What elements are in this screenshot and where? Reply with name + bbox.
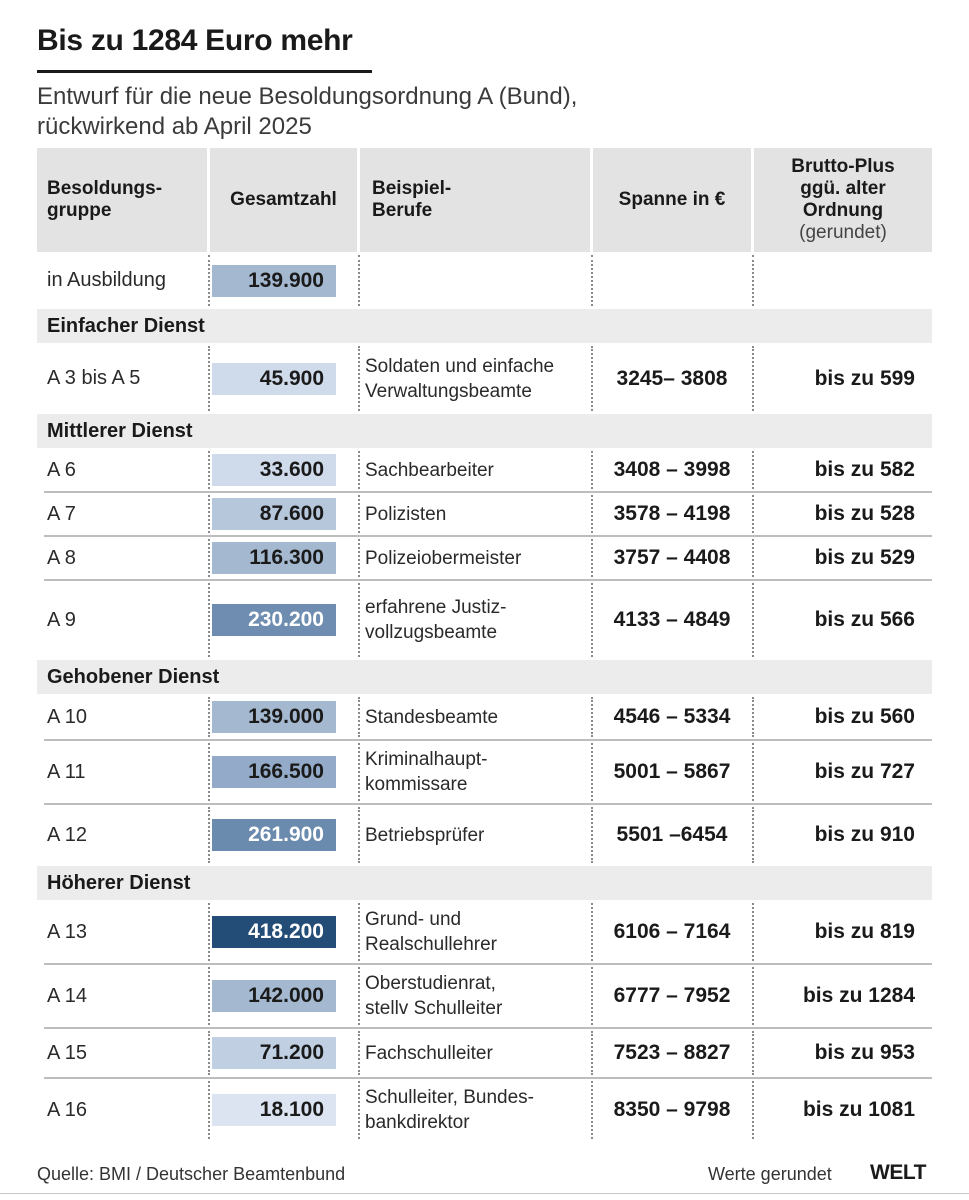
section-label: Mittlerer Dienst <box>47 419 193 442</box>
row-total-bar: 116.300 <box>212 542 336 574</box>
row-total-bar: 71.200 <box>212 1037 336 1069</box>
job-line-1: Fachschulleiter <box>365 1042 493 1064</box>
table-row <box>37 964 932 1028</box>
column-divider <box>208 346 210 411</box>
column-divider <box>591 1031 593 1075</box>
column-divider <box>208 1081 210 1139</box>
row-total-bar: 18.100 <box>212 1094 336 1126</box>
column-divider <box>752 743 754 801</box>
header-plus-line3: Ordnung <box>802 200 884 221</box>
table-row <box>37 1078 932 1142</box>
column-divider <box>591 903 593 961</box>
row-grade: A 16 <box>47 1098 88 1121</box>
job-text <box>365 546 521 571</box>
row-gross-plus: bis zu 566 <box>814 608 915 631</box>
row-gross-plus: bis zu 560 <box>814 705 915 728</box>
row-total-bar: 261.900 <box>212 819 336 851</box>
column-divider <box>358 1081 360 1139</box>
job-line-1: Soldaten und einfache <box>365 355 555 377</box>
row-gross-plus: bis zu 727 <box>814 760 915 783</box>
row-gross-plus: bis zu 528 <box>814 502 915 525</box>
column-divider <box>208 1031 210 1075</box>
subtitle-line-1: Entwurf für die neue Besoldungsordnung A (Bund), <box>37 83 578 110</box>
job-line-2: stellv Schulleiter <box>365 998 503 1019</box>
column-divider <box>591 967 593 1025</box>
row-example-jobs <box>365 694 595 740</box>
section-einfacher-dienst <box>37 309 932 343</box>
column-divider <box>752 495 754 533</box>
row-example-jobs <box>365 1078 595 1142</box>
column-divider <box>752 807 754 863</box>
column-divider <box>358 346 360 411</box>
row-example-jobs <box>365 252 595 309</box>
column-divider <box>752 583 754 657</box>
column-divider <box>208 807 210 863</box>
job-text <box>365 823 484 848</box>
row-grade: A 8 <box>47 546 76 569</box>
column-divider <box>208 583 210 657</box>
column-divider <box>358 255 360 306</box>
column-divider <box>358 495 360 533</box>
row-grade: A 3 bis A 5 <box>47 367 141 389</box>
row-example-jobs <box>365 964 595 1028</box>
column-divider <box>752 697 754 737</box>
source-note: Quelle: BMI / Deutscher Beamtenbund <box>37 1164 346 1184</box>
table-row <box>37 740 932 804</box>
header-total-label: Gesamtzahl <box>230 189 337 210</box>
row-pay-span: 4133 – 4849 <box>613 608 731 631</box>
header-plus <box>754 148 932 252</box>
section-gehobener-dienst <box>37 660 932 694</box>
row-gross-plus: bis zu 910 <box>814 823 915 846</box>
row-example-jobs <box>365 580 595 660</box>
header-jobs-line1: Beispiel- <box>372 178 452 199</box>
table-row <box>37 900 932 964</box>
row-grade: A 10 <box>47 705 88 728</box>
row-gross-plus: bis zu 582 <box>814 458 915 481</box>
section-label: Höherer Dienst <box>47 871 191 894</box>
publisher-logo: WELT <box>870 1161 926 1184</box>
column-divider <box>358 743 360 801</box>
job-line-1: Polizeiobermeister <box>365 547 522 569</box>
row-total-bar: 45.900 <box>212 363 336 395</box>
row-gross-plus: bis zu 819 <box>814 920 915 943</box>
row-example-jobs <box>365 536 595 580</box>
column-divider <box>358 1031 360 1075</box>
footer-divider <box>0 1193 969 1194</box>
column-divider <box>752 1081 754 1139</box>
row-gross-plus: bis zu 599 <box>814 366 915 390</box>
section-mittlerer-dienst <box>37 414 932 448</box>
header-jobs-line2: Berufe <box>372 200 433 221</box>
column-divider <box>591 807 593 863</box>
job-line-1: Kriminalhaupt- <box>365 749 488 770</box>
job-text <box>365 502 446 527</box>
row-example-jobs <box>365 804 595 866</box>
job-line-1: Standesbeamte <box>365 706 499 728</box>
job-line-2: vollzugsbeamte <box>365 622 498 643</box>
column-divider <box>208 743 210 801</box>
row-example-jobs <box>365 492 595 536</box>
header-grade <box>37 148 207 252</box>
table-row <box>37 1028 932 1078</box>
column-divider <box>591 495 593 533</box>
column-divider <box>591 255 593 306</box>
row-pay-span: 3578 – 4198 <box>613 502 731 525</box>
job-line-2: bankdirektor <box>365 1112 470 1133</box>
column-divider <box>591 743 593 801</box>
header-plus-line2: ggü. alter <box>800 178 886 199</box>
row-total-bar: 139.000 <box>212 701 336 733</box>
row-grade: A 11 <box>47 760 86 783</box>
header-grade-line2: gruppe <box>47 200 112 221</box>
row-pay-span: 3408 – 3998 <box>613 458 731 481</box>
section-label: Gehobener Dienst <box>47 665 220 688</box>
column-divider <box>358 903 360 961</box>
job-line-2: Verwaltungsbeamte <box>365 380 532 402</box>
job-text <box>365 971 502 1021</box>
row-grade: A 12 <box>47 823 88 846</box>
job-text <box>365 595 507 645</box>
row-pay-span: 8350 – 9798 <box>613 1098 731 1121</box>
row-grade: A 13 <box>47 920 88 943</box>
page-subtitle <box>37 82 917 142</box>
column-divider <box>591 346 593 411</box>
job-line-2: Realschullehrer <box>365 934 498 955</box>
row-grade: in Ausbildung <box>47 269 166 291</box>
column-divider <box>752 255 754 306</box>
column-divider <box>358 967 360 1025</box>
header-plus-line4: (gerundet) <box>799 222 887 243</box>
row-grade: A 7 <box>47 502 76 525</box>
job-text <box>365 1085 534 1135</box>
row-pay-span: 6777 – 7952 <box>613 984 731 1007</box>
row-gross-plus: bis zu 1081 <box>802 1098 915 1121</box>
table-row <box>37 252 932 309</box>
column-divider <box>752 967 754 1025</box>
row-total-bar: 142.000 <box>212 980 336 1012</box>
table-row <box>37 694 932 740</box>
subtitle-line-2: rückwirkend ab April 2025 <box>37 113 312 140</box>
row-example-jobs <box>365 740 595 804</box>
column-divider <box>358 807 360 863</box>
table-row <box>37 804 932 866</box>
column-divider <box>752 903 754 961</box>
column-divider <box>591 1081 593 1139</box>
row-total-bar: 230.200 <box>212 604 336 636</box>
job-line-1: erfahrene Justiz- <box>365 597 507 618</box>
row-example-jobs <box>365 900 595 964</box>
row-gross-plus: bis zu 529 <box>814 546 915 569</box>
job-line-1: Sachbearbeiter <box>365 459 494 481</box>
column-divider <box>208 451 210 489</box>
row-pay-span: 4546 – 5334 <box>613 705 731 728</box>
job-text <box>365 1041 493 1066</box>
row-example-jobs <box>365 343 595 414</box>
header-jobs <box>360 148 590 252</box>
row-pay-span: 5001 – 5867 <box>613 760 731 783</box>
row-pay-span <box>592 252 752 309</box>
column-divider <box>208 495 210 533</box>
job-line-1: Grund- und <box>365 909 462 930</box>
row-pay-span: 5501 –6454 <box>616 823 728 846</box>
table-row <box>37 492 932 536</box>
column-divider <box>752 451 754 489</box>
page-title: Bis zu 1284 Euro mehr <box>37 24 353 57</box>
table-row <box>37 343 932 414</box>
job-line-1: Oberstudienrat, <box>365 973 496 994</box>
header-grade-line1: Besoldungs- <box>47 178 163 199</box>
column-divider <box>208 967 210 1025</box>
row-total-bar: 139.900 <box>212 265 336 297</box>
column-divider <box>358 697 360 737</box>
row-total-bar: 418.200 <box>212 916 336 948</box>
job-text <box>365 705 498 730</box>
column-divider <box>358 539 360 577</box>
rounding-note: Werte gerundet <box>708 1164 832 1184</box>
job-text <box>365 458 494 483</box>
job-text <box>365 354 554 404</box>
column-divider <box>208 903 210 961</box>
column-divider <box>208 539 210 577</box>
row-grade: A 6 <box>47 458 76 481</box>
header-total <box>210 148 357 252</box>
row-grade: A 14 <box>47 984 88 1007</box>
title-underline <box>37 70 372 73</box>
table-row <box>37 536 932 580</box>
column-divider <box>752 346 754 411</box>
job-line-1: Schulleiter, Bundes- <box>365 1087 534 1108</box>
column-divider <box>591 697 593 737</box>
job-text <box>365 907 497 957</box>
header-span-label: Spanne in € <box>618 189 726 210</box>
row-grade: A 15 <box>47 1041 88 1064</box>
header-span <box>593 148 751 252</box>
row-gross-plus: bis zu 953 <box>814 1041 915 1064</box>
job-line-1: Polizisten <box>365 503 447 525</box>
column-divider <box>591 451 593 489</box>
row-total-bar: 87.600 <box>212 498 336 530</box>
table-row <box>37 580 932 660</box>
row-pay-span: 3757 – 4408 <box>613 546 731 569</box>
row-gross-plus: bis zu 1284 <box>802 984 915 1007</box>
header-plus-line1: Brutto-Plus <box>791 156 895 177</box>
column-divider <box>591 583 593 657</box>
column-divider <box>752 539 754 577</box>
section-hoeherer-dienst <box>37 866 932 900</box>
job-line-1: Betriebsprüfer <box>365 824 485 846</box>
column-divider <box>591 539 593 577</box>
row-example-jobs <box>365 448 595 492</box>
row-pay-span: 3245– 3808 <box>616 366 728 390</box>
row-pay-span: 6106 – 7164 <box>613 920 731 943</box>
row-grade: A 9 <box>47 608 76 631</box>
column-divider <box>358 451 360 489</box>
row-total-bar: 166.500 <box>212 756 336 788</box>
row-example-jobs <box>365 1028 595 1078</box>
column-divider <box>358 583 360 657</box>
job-line-2: kommissare <box>365 774 468 795</box>
column-divider <box>752 1031 754 1075</box>
row-pay-span: 7523 – 8827 <box>613 1041 731 1064</box>
column-divider <box>208 255 210 306</box>
row-total-bar: 33.600 <box>212 454 336 486</box>
table-row <box>37 448 932 492</box>
section-label: Einfacher Dienst <box>47 314 205 337</box>
job-text <box>365 747 488 797</box>
row-gross-plus <box>753 252 915 309</box>
column-divider <box>208 697 210 737</box>
